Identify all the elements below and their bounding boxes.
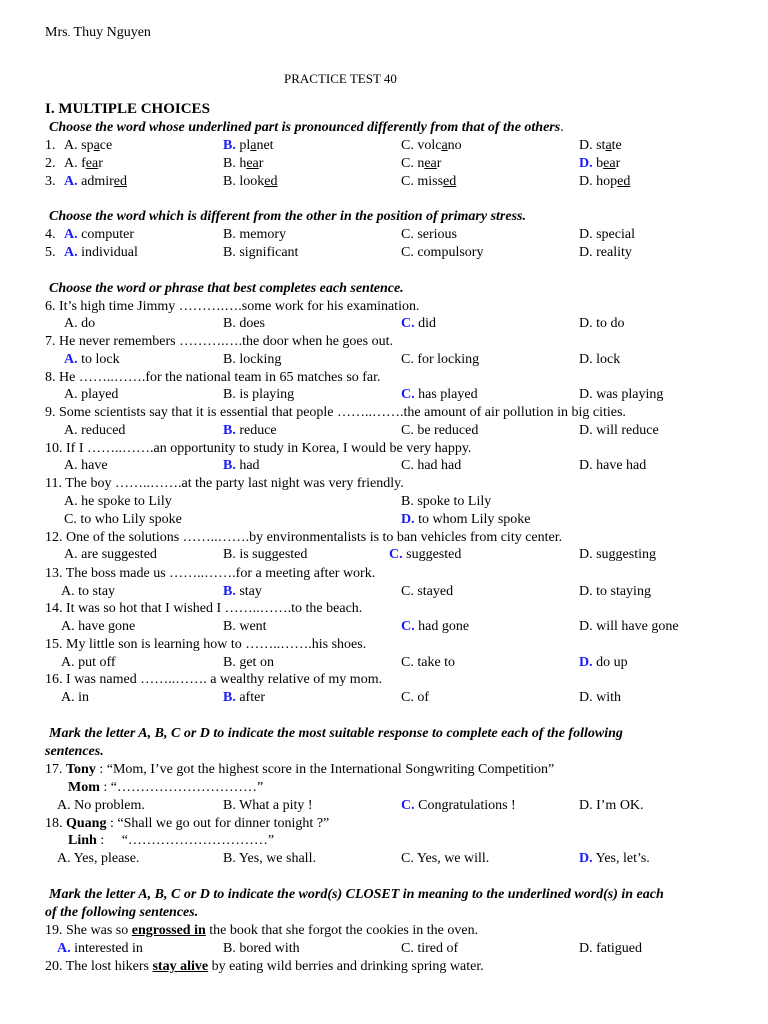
option-a[interactable]: A. individual — [64, 245, 138, 260]
instruction-closest: Mark the letter A, B, C or D to indicate the word(s) CLOSET in meaning to the underlined word(s) in each — [49, 887, 664, 902]
question-stem: 6. It’s high time Jimmy ……….….some work for his examination. — [45, 299, 420, 314]
instruction-response-cont: sentences. — [45, 744, 104, 759]
question-stem: 11. The boy ……..…….at the party last night was very friendly. — [45, 476, 404, 491]
option-d[interactable]: D. to staying — [579, 584, 651, 599]
option-c[interactable]: C. serious — [401, 227, 457, 242]
test-title: PRACTICE TEST 40 — [284, 71, 397, 86]
dialogue-line: 17. Tony : “Mom, I’ve got the highest score in the International Songwriting Competition” — [45, 762, 555, 777]
option-a[interactable]: A. Yes, please. — [57, 851, 140, 866]
option-a[interactable]: A. have gone — [61, 619, 136, 634]
question-stem: 10. If I ……..…….an opportunity to study in Korea, I would be very happy. — [45, 441, 472, 456]
option-c[interactable]: C. had gone — [401, 619, 470, 634]
option-c[interactable]: C. of — [401, 690, 429, 705]
option-d[interactable]: D. fatigued — [579, 941, 642, 956]
option-a[interactable]: A. to lock — [64, 352, 120, 367]
option-b[interactable]: B. significant — [223, 245, 299, 260]
option-b[interactable]: B. after — [223, 690, 265, 705]
option-d[interactable]: D. suggesting — [579, 547, 656, 562]
option-a[interactable]: A. put off — [61, 655, 116, 670]
option-a[interactable]: A. in — [61, 690, 89, 705]
option-c[interactable]: C. compulsory — [401, 245, 484, 260]
question-number: 2. — [45, 156, 56, 171]
option-d[interactable]: D. have had — [579, 458, 647, 473]
dialogue-line: Linh : “…………………………” — [68, 833, 275, 848]
dialogue-line: Mom : “…………………………” — [68, 780, 264, 795]
option-c[interactable]: C. volcano — [401, 138, 462, 153]
option-c[interactable]: C. Congratulations ! — [401, 798, 516, 813]
option-a[interactable]: A. fear — [64, 156, 103, 171]
option-c[interactable]: C. take to — [401, 655, 456, 670]
question-stem: 15. My little son is learning how to ……..…….his shoes. — [45, 637, 367, 652]
option-d[interactable]: D. reality — [579, 245, 632, 260]
option-a[interactable]: A. are suggested — [64, 547, 157, 562]
option-b[interactable]: B. looked — [223, 174, 278, 189]
option-d[interactable]: D. I’m OK. — [579, 798, 644, 813]
question-stem: 8. He ……..…….for the national team in 65 matches so far. — [45, 370, 381, 385]
option-d[interactable]: D. Yes, let’s. — [579, 851, 650, 866]
option-b[interactable]: B. get on — [223, 655, 274, 670]
option-a[interactable]: A. space — [64, 138, 113, 153]
option-c[interactable]: C. stayed — [401, 584, 454, 599]
option-b[interactable]: B. locking — [223, 352, 282, 367]
question-stem: 9. Some scientists say that it is essential that people ……..…….the amount of air pollution in big cities. — [45, 405, 626, 420]
option-c[interactable]: C. had had — [401, 458, 462, 473]
option-b[interactable]: B. planet — [223, 138, 274, 153]
option-c[interactable]: C. be reduced — [401, 423, 479, 438]
option-b[interactable]: B. does — [223, 316, 265, 331]
option-b[interactable]: B. is suggested — [223, 547, 308, 562]
option-b[interactable]: B. had — [223, 458, 260, 473]
option-b[interactable]: B. stay — [223, 584, 262, 599]
option-d[interactable]: D. state — [579, 138, 622, 153]
option-a[interactable]: A. computer — [64, 227, 134, 242]
question-number: 3. — [45, 174, 56, 189]
option-c[interactable]: C. Yes, we will. — [401, 851, 490, 866]
option-d[interactable]: D. special — [579, 227, 635, 242]
question-stem: 19. She was so engrossed in the book that she forgot the cookies in the oven. — [45, 923, 479, 938]
option-c[interactable]: C. tired of — [401, 941, 459, 956]
option-b[interactable]: B. Yes, we shall. — [223, 851, 316, 866]
question-stem: 12. One of the solutions ……..…….by environmentalists is to ban vehicles from city center. — [45, 530, 563, 545]
option-c[interactable]: C. missed — [401, 174, 457, 189]
option-d[interactable]: D. to whom Lily spoke — [401, 512, 531, 527]
option-d[interactable]: D. hoped — [579, 174, 631, 189]
author-name: Mrs. Thuy Nguyen — [45, 25, 151, 40]
instruction-pronunciation: Choose the word whose underlined part is pronounced differently from that of the others. — [49, 120, 564, 135]
option-a[interactable]: A. played — [64, 387, 119, 402]
option-b[interactable]: B. is playing — [223, 387, 295, 402]
option-b[interactable]: B. reduce — [223, 423, 277, 438]
option-a[interactable]: A. reduced — [64, 423, 126, 438]
option-d[interactable]: D. with — [579, 690, 621, 705]
question-stem: 16. I was named ……..……. a wealthy relative of my mom. — [45, 672, 383, 687]
instruction-stress: Choose the word which is different from the other in the position of primary stress. — [49, 209, 526, 224]
instruction-response: Mark the letter A, B, C or D to indicate the most suitable response to complete each of the following — [49, 726, 623, 741]
option-d[interactable]: D. will reduce — [579, 423, 659, 438]
section-title: I. MULTIPLE CHOICES — [45, 101, 210, 117]
option-c[interactable]: C. did — [401, 316, 437, 331]
question-number: 4. — [45, 227, 56, 242]
option-d[interactable]: D. bear — [579, 156, 621, 171]
option-a[interactable]: A. to stay — [61, 584, 116, 599]
option-c[interactable]: C. near — [401, 156, 442, 171]
option-b[interactable]: B. hear — [223, 156, 264, 171]
question-stem: 7. He never remembers ……….….the door when he goes out. — [45, 334, 393, 349]
option-d[interactable]: D. was playing — [579, 387, 664, 402]
option-c[interactable]: C. has played — [401, 387, 478, 402]
option-c[interactable]: C. for locking — [401, 352, 480, 367]
question-stem: 20. The lost hikers stay alive by eating wild berries and drinking spring water. — [45, 959, 484, 974]
option-a[interactable]: A. No problem. — [57, 798, 145, 813]
option-b[interactable]: B. spoke to Lily — [401, 494, 492, 509]
option-b[interactable]: B. memory — [223, 227, 286, 242]
dialogue-line: 18. Quang : “Shall we go out for dinner tonight ?” — [45, 816, 330, 831]
question-stem: 14. It was so hot that I wished I ……..…….to the beach. — [45, 601, 363, 616]
question-number: 5. — [45, 245, 56, 260]
option-a[interactable]: A. have — [64, 458, 108, 473]
question-stem: 13. The boss made us ……..…….for a meeting after work. — [45, 566, 376, 581]
option-b[interactable]: B. bored with — [223, 941, 300, 956]
option-c[interactable]: C. to who Lily spoke — [64, 512, 182, 527]
option-d[interactable]: D. to do — [579, 316, 625, 331]
option-b[interactable]: B. What a pity ! — [223, 798, 313, 813]
option-a[interactable]: A. do — [64, 316, 96, 331]
option-a[interactable]: A. admired — [64, 174, 127, 189]
instruction-closest-cont: of the following sentences. — [45, 905, 199, 920]
instruction-complete: Choose the word or phrase that best completes each sentence. — [49, 281, 404, 296]
option-c[interactable]: C. suggested — [389, 547, 462, 562]
option-d[interactable]: D. do up — [579, 655, 628, 670]
option-a[interactable]: A. he spoke to Lily — [64, 494, 172, 509]
option-d[interactable]: D. lock — [579, 352, 621, 367]
option-d[interactable]: D. will have gone — [579, 619, 679, 634]
question-number: 1. — [45, 138, 56, 153]
option-b[interactable]: B. went — [223, 619, 267, 634]
option-a[interactable]: A. interested in — [57, 941, 143, 956]
